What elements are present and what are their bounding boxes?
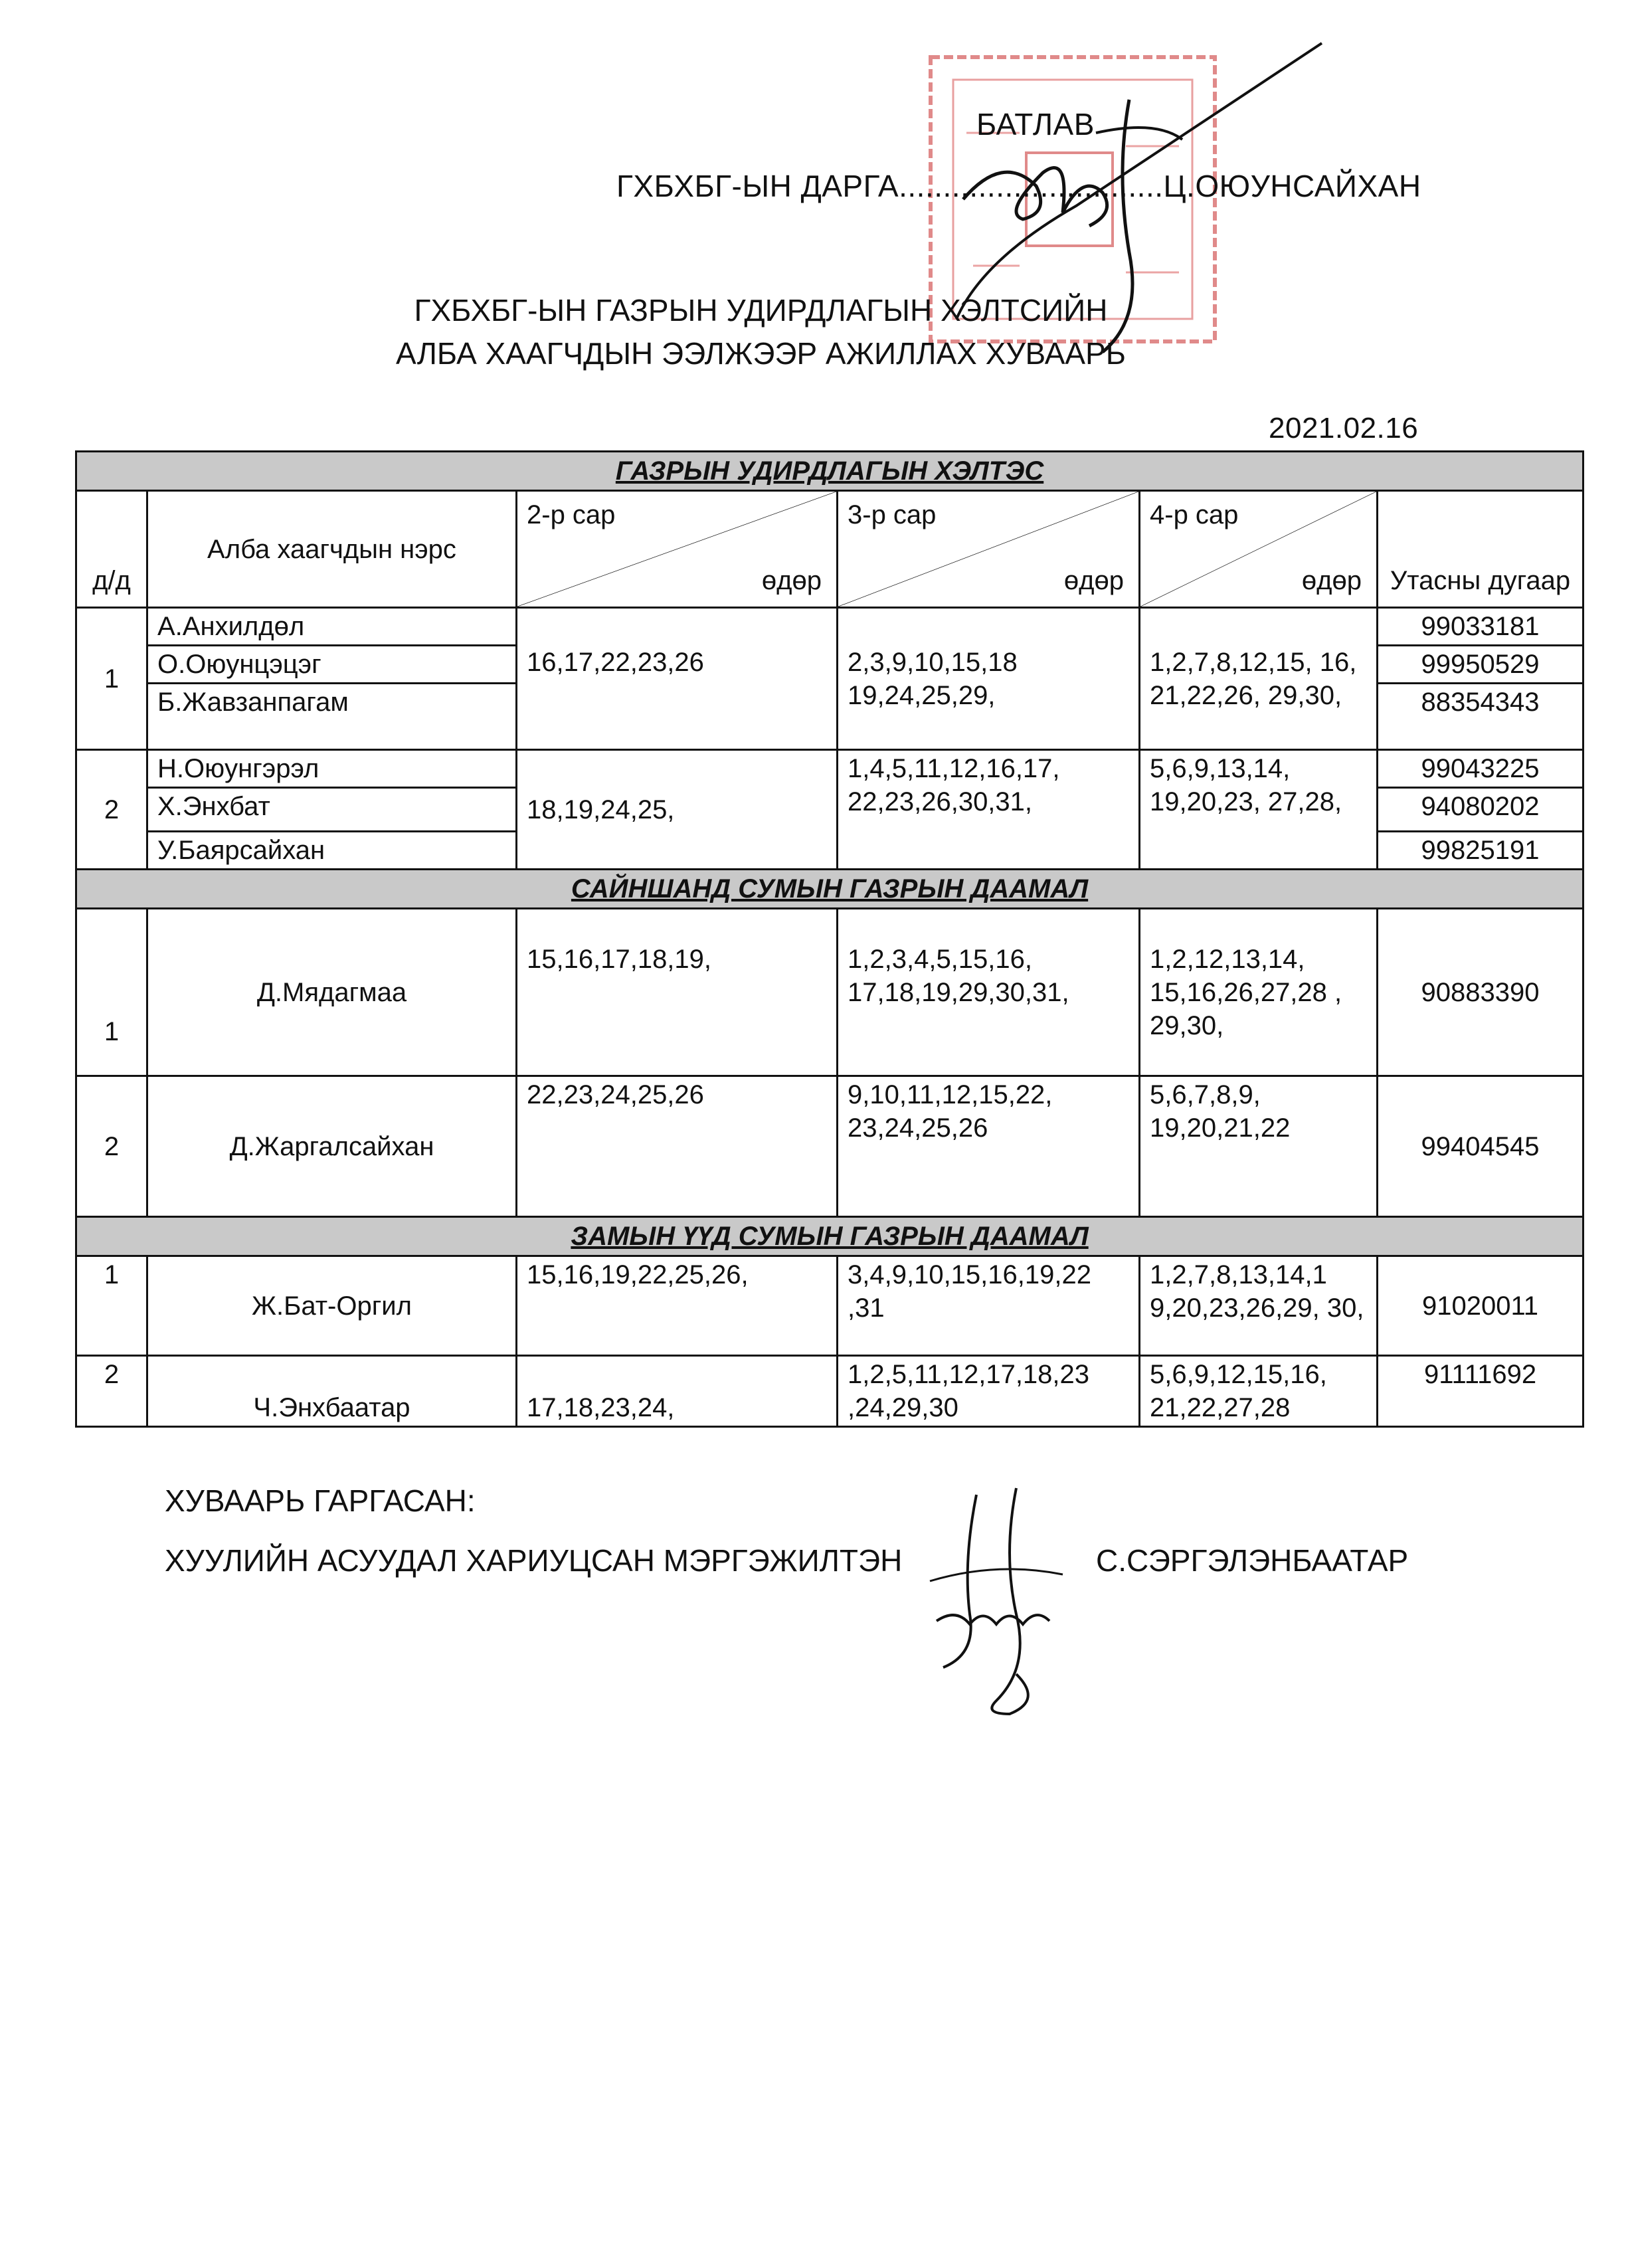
days-month-2: 16,17,22,23,26	[517, 608, 838, 750]
days-month-4: 5,6,7,8,9, 19,20,21,22	[1140, 1076, 1378, 1217]
preparer-signature	[917, 1481, 1103, 1721]
row-num: 2	[76, 1356, 147, 1427]
days-month-2: 15,16,17,18,19,	[517, 909, 838, 1076]
employee-name: Д.Мядагмаа	[147, 909, 517, 1076]
table-row	[76, 750, 1583, 788]
header-month-2	[517, 491, 838, 608]
days-month-4: 1,2,7,8,13,14,1 9,20,23,26,29, 30,	[1140, 1256, 1378, 1356]
days-month-2: 18,19,24,25,	[517, 750, 838, 870]
phone-number: 91111692	[1378, 1356, 1583, 1427]
section-header	[76, 870, 1583, 909]
phone-number: 99043225	[1378, 750, 1583, 788]
row-num: 2	[76, 750, 147, 870]
days-month-4: 5,6,9,13,14, 19,20,23, 27,28,	[1140, 750, 1378, 870]
days-month-2: 22,23,24,25,26	[517, 1076, 838, 1217]
footer-signer-name: С.СЭРГЭЛЭНБААТАР	[1096, 1543, 1409, 1578]
days-month-3: 2,3,9,10,15,18 19,24,25,29,	[838, 608, 1140, 750]
header-month-3	[838, 491, 1140, 608]
day-label: өдөр	[1301, 566, 1362, 595]
section-title: ЗАМЫН ҮҮД СУМЫН ГАЗРЫН ДААМАЛ	[76, 1217, 1583, 1256]
day-label: өдөр	[761, 566, 822, 595]
employee-name: Ж.Бат-Оргил	[147, 1256, 517, 1356]
days-month-3: 1,4,5,11,12,16,17, 22,23,26,30,31,	[838, 750, 1140, 870]
days-month-3: 3,4,9,10,15,16,19,22 ,31	[838, 1256, 1140, 1356]
row-num: 1	[76, 1256, 147, 1356]
section-header	[76, 452, 1583, 491]
table-row	[76, 1356, 1583, 1427]
table-row	[76, 608, 1583, 646]
days-month-2: 15,16,19,22,25,26,	[517, 1256, 838, 1356]
employee-name: Х.Энхбат	[147, 788, 517, 832]
section-title: САЙНШАНД СУМЫН ГАЗРЫН ДААМАЛ	[76, 870, 1583, 909]
phone-number: 99950529	[1378, 646, 1583, 684]
employee-name: А.Анхилдөл	[147, 608, 517, 646]
days-month-4: 1,2,7,8,12,15, 16, 21,22,26, 29,30,	[1140, 608, 1378, 750]
section-header	[76, 1217, 1583, 1256]
employee-name: Ч.Энхбаатар	[147, 1356, 517, 1427]
phone-number: 90883390	[1378, 909, 1583, 1076]
table-row	[76, 1076, 1583, 1217]
days-month-3: 1,2,3,4,5,15,16, 17,18,19,29,30,31,	[838, 909, 1140, 1076]
employee-name: Д.Жаргалсайхан	[147, 1076, 517, 1217]
document-title-line1: ГХБХБГ-ЫН ГАЗРЫН УДИРДЛАГЫН ХЭЛТСИЙН	[414, 293, 1108, 328]
header-num: д/д	[76, 491, 147, 608]
table-row	[76, 909, 1583, 1076]
document-title-line2: АЛБА ХААГЧДЫН ЭЭЛЖЭЭР АЖИЛЛАХ ХУВААРЬ	[396, 336, 1126, 371]
table-header-row	[76, 491, 1583, 608]
approve-label: БАТЛАВ	[976, 107, 1095, 142]
row-num: 2	[76, 1076, 147, 1217]
row-num: 1	[76, 909, 147, 1076]
row-num: 1	[76, 608, 147, 750]
phone-number: 91020011	[1378, 1256, 1583, 1356]
days-month-3: 1,2,5,11,12,17,18,23 ,24,29,30	[838, 1356, 1140, 1427]
footer-prepared-by: ХУВААРЬ ГАРГАСАН:	[165, 1483, 476, 1518]
approver-line: ГХБХБГ-ЫН ДАРГА..............................Ц.ОЮУНСАЙХАН	[616, 169, 1421, 203]
header-phone: Утасны дугаар	[1378, 491, 1583, 608]
phone-number: 99033181	[1378, 608, 1583, 646]
day-label: өдөр	[1063, 566, 1124, 595]
footer-position: ХУУЛИЙН АСУУДАЛ ХАРИУЦСАН МЭРГЭЖИЛТЭН	[165, 1543, 903, 1578]
header-name: Алба хаагчдын нэрс	[147, 491, 517, 608]
days-month-3: 9,10,11,12,15,22, 23,24,25,26	[838, 1076, 1140, 1217]
phone-number: 88354343	[1378, 684, 1583, 750]
phone-number: 94080202	[1378, 788, 1583, 832]
days-month-2: 17,18,23,24,	[517, 1356, 838, 1427]
month-label: 2-р сар	[527, 500, 616, 529]
employee-name: О.Оюунцэцэг	[147, 646, 517, 684]
phone-number: 99404545	[1378, 1076, 1583, 1217]
month-label: 3-р сар	[848, 500, 937, 529]
employee-name: Н.Оюунгэрэл	[147, 750, 517, 788]
schedule-table	[75, 450, 1584, 1428]
days-month-4: 1,2,12,13,14, 15,16,26,27,28 , 29,30,	[1140, 909, 1378, 1076]
employee-name: Б.Жавзанпагам	[147, 684, 517, 750]
employee-name: У.Баярсайхан	[147, 832, 517, 870]
table-row	[76, 1256, 1583, 1356]
header-month-4	[1140, 491, 1378, 608]
document-date: 2021.02.16	[1269, 412, 1419, 444]
month-label: 4-р сар	[1150, 500, 1239, 529]
days-month-4: 5,6,9,12,15,16, 21,22,27,28	[1140, 1356, 1378, 1427]
phone-number: 99825191	[1378, 832, 1583, 870]
section-title: ГАЗРЫН УДИРДЛАГЫН ХЭЛТЭС	[76, 452, 1583, 491]
